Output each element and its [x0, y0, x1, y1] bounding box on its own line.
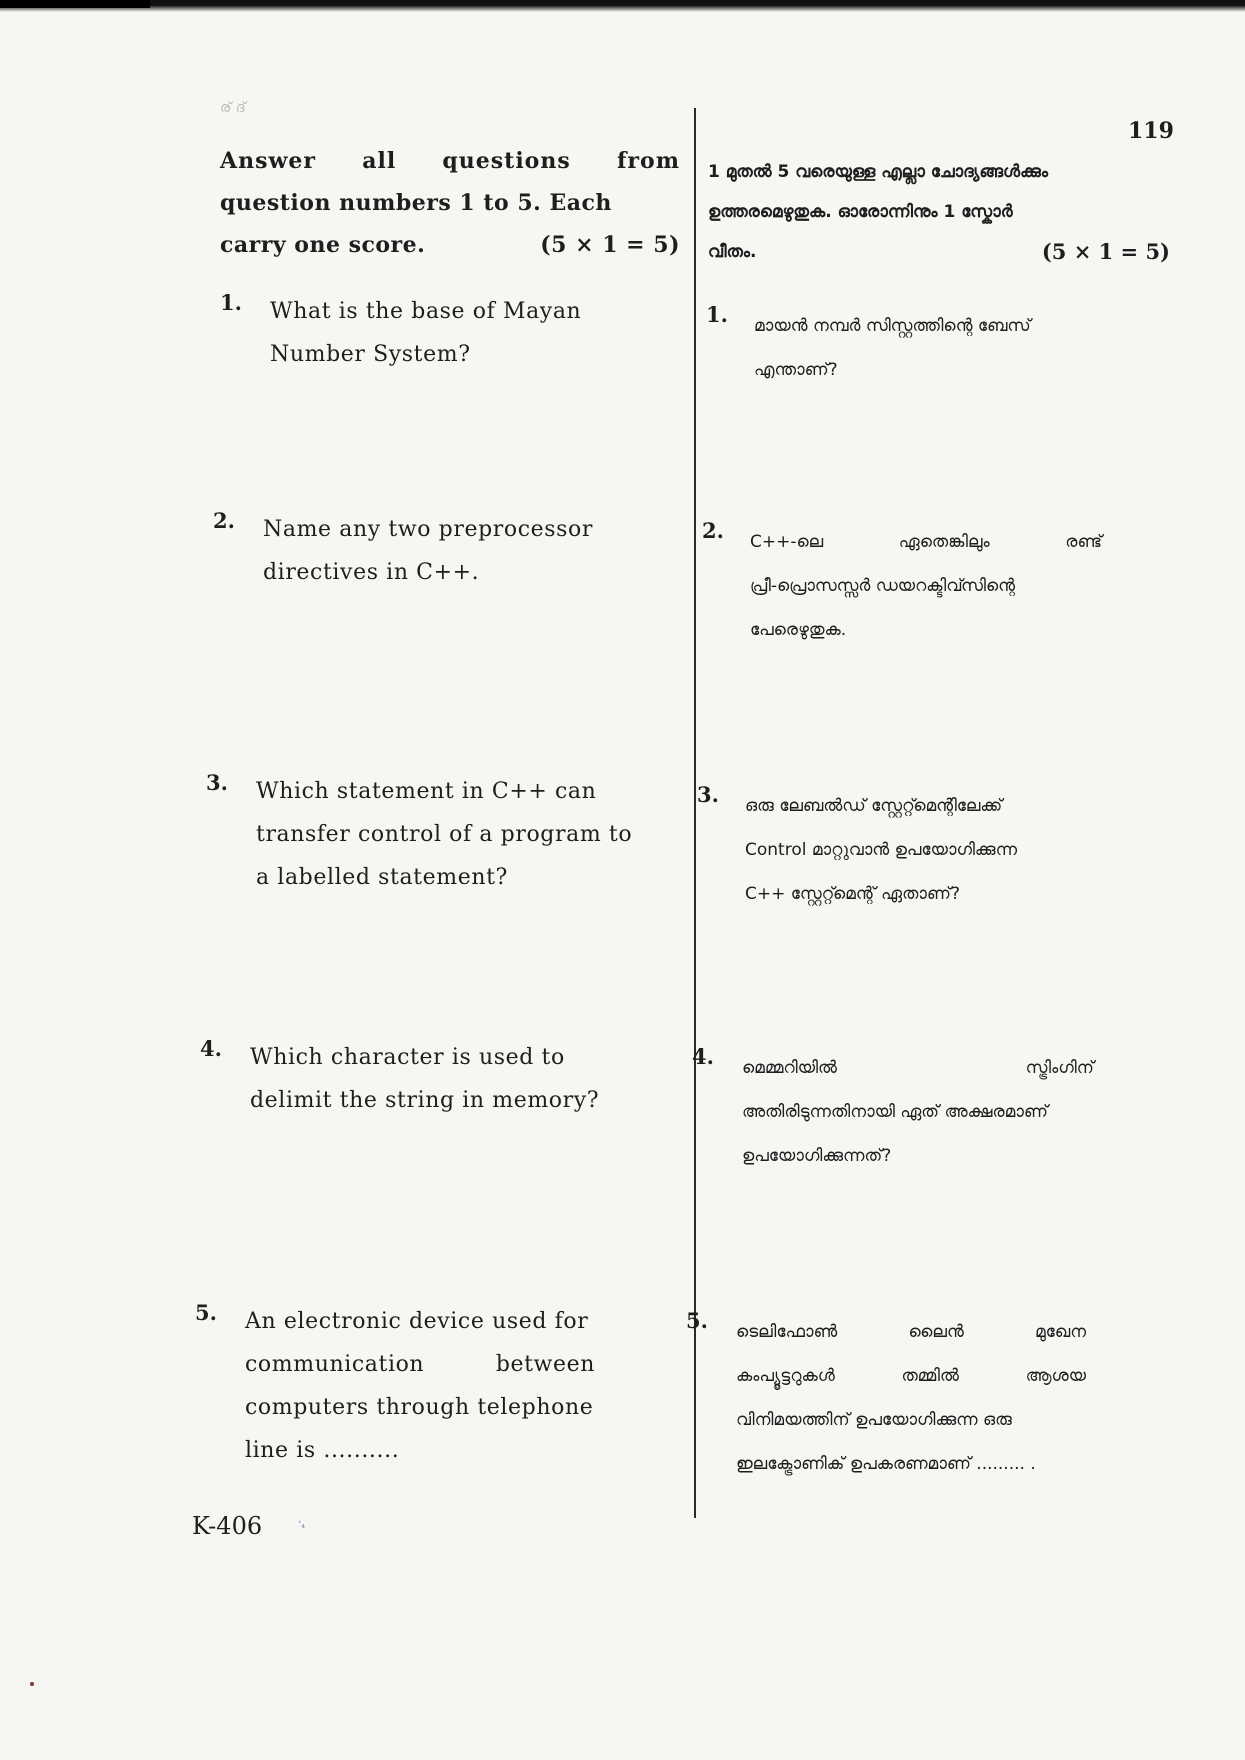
question-line: An electronic device used for — [245, 1309, 589, 1334]
instruction-line — [708, 232, 1170, 272]
question-line — [736, 1310, 1086, 1354]
question-line: line is .......... — [245, 1438, 400, 1463]
question-line — [736, 1354, 1086, 1398]
question-line: Control മാറ്റുവാൻ ഉപയോഗിക്കുന്ന — [745, 840, 1018, 860]
question-line: എന്താണ്? — [754, 360, 838, 380]
question-line: ഒരു ലേബൽഡ് സ്റ്റേറ്റ്മെന്റിലേക്ക് — [745, 796, 1003, 816]
question-word: തമ്മിൽ — [901, 1366, 959, 1386]
question-text — [736, 1310, 1086, 1486]
question-line: C++ സ്റ്റേറ്റ്മെന്റ് ഏതാണ്? — [745, 884, 960, 904]
question-number: 4. — [692, 1044, 714, 1069]
instruction-word: all — [362, 148, 397, 174]
question-line — [750, 520, 1102, 564]
question-line: Number System? — [270, 342, 471, 367]
question-line: അതിരിടുന്നതിനായി ഏത് അക്ഷരമാണ് — [742, 1102, 1048, 1122]
question-text — [270, 290, 640, 376]
question-line: Name any two preprocessor — [263, 517, 594, 542]
question-number: 4. — [200, 1036, 222, 1061]
instruction-line: 1 മുതൽ 5 വരെയുള്ള എല്ലാ ചോദ്യങ്ങൾക്കും — [708, 162, 1048, 182]
question-word: C++-ലെ — [750, 532, 824, 552]
question-word: communication — [245, 1352, 425, 1377]
question-word: between — [495, 1352, 595, 1377]
stray-mark: ʻ₄ — [298, 1520, 306, 1531]
question-line: വിനിമയത്തിന് ഉപയോഗിക്കുന്ന ഒരു — [736, 1410, 1012, 1430]
question-text — [745, 784, 1125, 916]
question-line: a labelled statement? — [256, 865, 508, 890]
question-text — [754, 304, 1134, 392]
score-formula: (5 × 1 = 5) — [540, 232, 680, 258]
question-line: ഇലക്ട്രോണിക് ഉപകരണമാണ് ......... . — [736, 1454, 1036, 1474]
question-number: 5. — [195, 1300, 217, 1325]
instruction-line: ഉത്തരമെഴുതുക. ഓരോന്നിനും 1 സ്കോർ — [708, 202, 1013, 222]
instructions-malayalam — [708, 152, 1170, 272]
question-number: 1. — [220, 290, 242, 315]
instruction-line — [220, 224, 680, 266]
instructions-english — [220, 140, 680, 266]
question-word: സ്ട്രിംഗിന് — [1025, 1058, 1094, 1078]
instruction-word: Answer — [220, 148, 316, 174]
question-word: മെമ്മറിയിൽ — [742, 1058, 837, 1078]
question-word: ഏതെങ്കിലും — [898, 532, 990, 552]
question-word: ആശയ — [1025, 1366, 1086, 1386]
question-text — [742, 1046, 1094, 1178]
question-number: 3. — [697, 782, 719, 807]
question-number: 1. — [706, 302, 728, 327]
question-line: computers through telephone — [245, 1395, 594, 1420]
question-text — [250, 1036, 630, 1122]
corner-scribble: ര് ദ് — [220, 100, 246, 116]
question-text — [245, 1300, 595, 1472]
question-word: കംപ്യൂട്ടറുകൾ — [736, 1366, 835, 1386]
question-line: Which statement in C++ can — [256, 779, 597, 804]
instruction-word: questions — [442, 148, 571, 174]
question-word: രണ്ട് — [1065, 532, 1102, 552]
question-word: മുഖേന — [1034, 1322, 1086, 1342]
column-divider — [694, 108, 696, 1518]
question-word: ടെലിഫോൺ — [736, 1322, 838, 1342]
question-number: 5. — [686, 1308, 708, 1333]
question-number: 2. — [213, 508, 235, 533]
instruction-text: carry one score. — [220, 232, 426, 258]
question-line: directives in C++. — [263, 560, 480, 585]
question-line: പ്രീ-പ്രൊസസ്സർ ഡയറക്ടിവ്സിന്റെ — [750, 576, 1015, 596]
question-line: മായൻ നമ്പർ സിസ്റ്റത്തിന്റെ ബേസ് — [754, 316, 1031, 336]
question-text — [256, 770, 636, 899]
instruction-word: from — [616, 148, 680, 174]
instruction-line — [220, 140, 680, 182]
scan-edge-bar — [0, 0, 1245, 12]
question-line: പേരെഴുതുക. — [750, 620, 847, 640]
question-number: 3. — [206, 770, 228, 795]
scan-speck — [30, 1682, 34, 1686]
question-number: 2. — [702, 518, 724, 543]
question-line: What is the base of Mayan — [270, 299, 582, 324]
instruction-line: question numbers 1 to 5. Each — [220, 190, 612, 216]
question-line — [742, 1046, 1094, 1090]
question-line: Which character is used to — [250, 1045, 565, 1070]
question-word: ലൈൻ — [908, 1322, 964, 1342]
question-line — [245, 1343, 595, 1386]
instruction-text: വീതം. — [708, 242, 757, 262]
scan-edge-mark — [0, 0, 150, 8]
score-formula: (5 × 1 = 5) — [1041, 239, 1170, 264]
question-text — [263, 508, 633, 594]
question-line: ഉപയോഗിക്കുന്നത്? — [742, 1146, 892, 1166]
question-text — [750, 520, 1102, 652]
page-number: 119 — [1128, 118, 1174, 144]
question-line: transfer control of a program to — [256, 822, 633, 847]
paper-code: K-406 — [192, 1512, 263, 1540]
question-line: delimit the string in memory? — [250, 1088, 600, 1113]
